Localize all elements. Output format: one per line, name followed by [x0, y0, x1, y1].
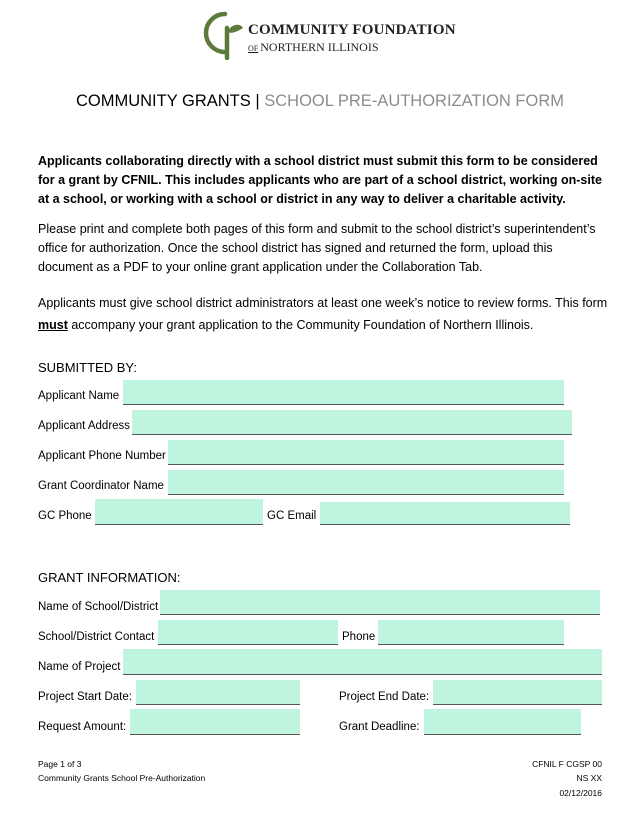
footer-page-number: Page 1 of 3: [38, 759, 82, 769]
applicant-address-field[interactable]: [132, 410, 572, 435]
footer-ns: NS XX: [576, 773, 602, 783]
footer-date: 02/12/2016: [559, 788, 602, 798]
end-date-label: Project End Date:: [339, 691, 430, 703]
grant-info-heading: GRANT INFORMATION:: [38, 570, 181, 585]
gc-email-field[interactable]: [320, 502, 570, 525]
grant-deadline-label: Grant Deadline:: [339, 721, 420, 733]
gc-email-label: GC Email: [267, 510, 317, 522]
project-name-field[interactable]: [123, 649, 602, 675]
gc-phone-label: GC Phone: [38, 510, 92, 522]
phone-label: Phone: [342, 631, 376, 643]
page-title: [0, 92, 640, 111]
request-amount-field[interactable]: [130, 709, 300, 735]
phone-field[interactable]: [378, 620, 564, 645]
intro-bold-paragraph: Applicants collaborating directly with a school district must submit this form to be considered for a grant by CFNIL. This includes applicants who are part of a school district, working on-site at a school, or working with a school or district in any way to deliver a charitable activity.: [38, 154, 602, 206]
school-district-label: Name of School/District: [38, 601, 159, 613]
applicant-address-label: Applicant Address: [38, 420, 131, 432]
grant-coordinator-label: Grant Coordinator Name: [38, 480, 164, 492]
grant-coordinator-field[interactable]: [168, 470, 564, 495]
title-part2: SCHOOL PRE-AUTHORIZATION FORM: [264, 92, 564, 110]
footer-doc-name: Community Grants School Pre-Authorization: [38, 773, 206, 783]
logo-of: OF: [248, 44, 259, 53]
submitted-by-heading: SUBMITTED BY:: [38, 360, 137, 375]
grant-deadline-field[interactable]: [424, 709, 581, 735]
notice-must: must: [38, 318, 68, 332]
gc-phone-field[interactable]: [95, 499, 263, 525]
school-district-field[interactable]: [160, 590, 600, 615]
logo-region: NORTHERN ILLINOIS: [260, 40, 379, 54]
notice-text-a: Applicants must give school district administrators at least one week’s notice to review forms. This form: [38, 296, 608, 310]
project-name-label: Name of Project: [38, 661, 121, 673]
start-date-label: Project Start Date:: [38, 691, 132, 703]
title-part1: COMMUNITY GRANTS |: [75, 92, 265, 110]
logo-name-line1: COMMUNITY FOUNDATION: [248, 22, 456, 38]
applicant-name-field[interactable]: [123, 380, 564, 405]
start-date-field[interactable]: [136, 680, 300, 705]
logo-name-line2: [248, 40, 379, 55]
applicant-name-label: Applicant Name: [38, 390, 120, 402]
cfnil-logo: [203, 10, 456, 60]
district-contact-field[interactable]: [158, 620, 338, 645]
instructions-paragraph: Please print and complete both pages of this form and submit to the school district’s superintendent’s office for authorization. Once the school district has signed and returned the form, upload this document as a PDF to your online grant application under the Collaboration Tab.: [38, 222, 596, 274]
footer-doc-code: CFNIL F CGSP 00: [532, 759, 602, 769]
end-date-field[interactable]: [433, 680, 602, 705]
applicant-phone-field[interactable]: [168, 440, 564, 465]
applicant-phone-label: Applicant Phone Number: [38, 450, 166, 462]
district-contact-label: School/District Contact: [38, 631, 155, 643]
notice-paragraph: [38, 292, 608, 336]
request-amount-label: Request Amount:: [38, 721, 127, 733]
logo-mark-icon: [203, 10, 247, 60]
notice-text-b: accompany your grant application to the Community Foundation of Northern Illinois.: [67, 318, 534, 332]
